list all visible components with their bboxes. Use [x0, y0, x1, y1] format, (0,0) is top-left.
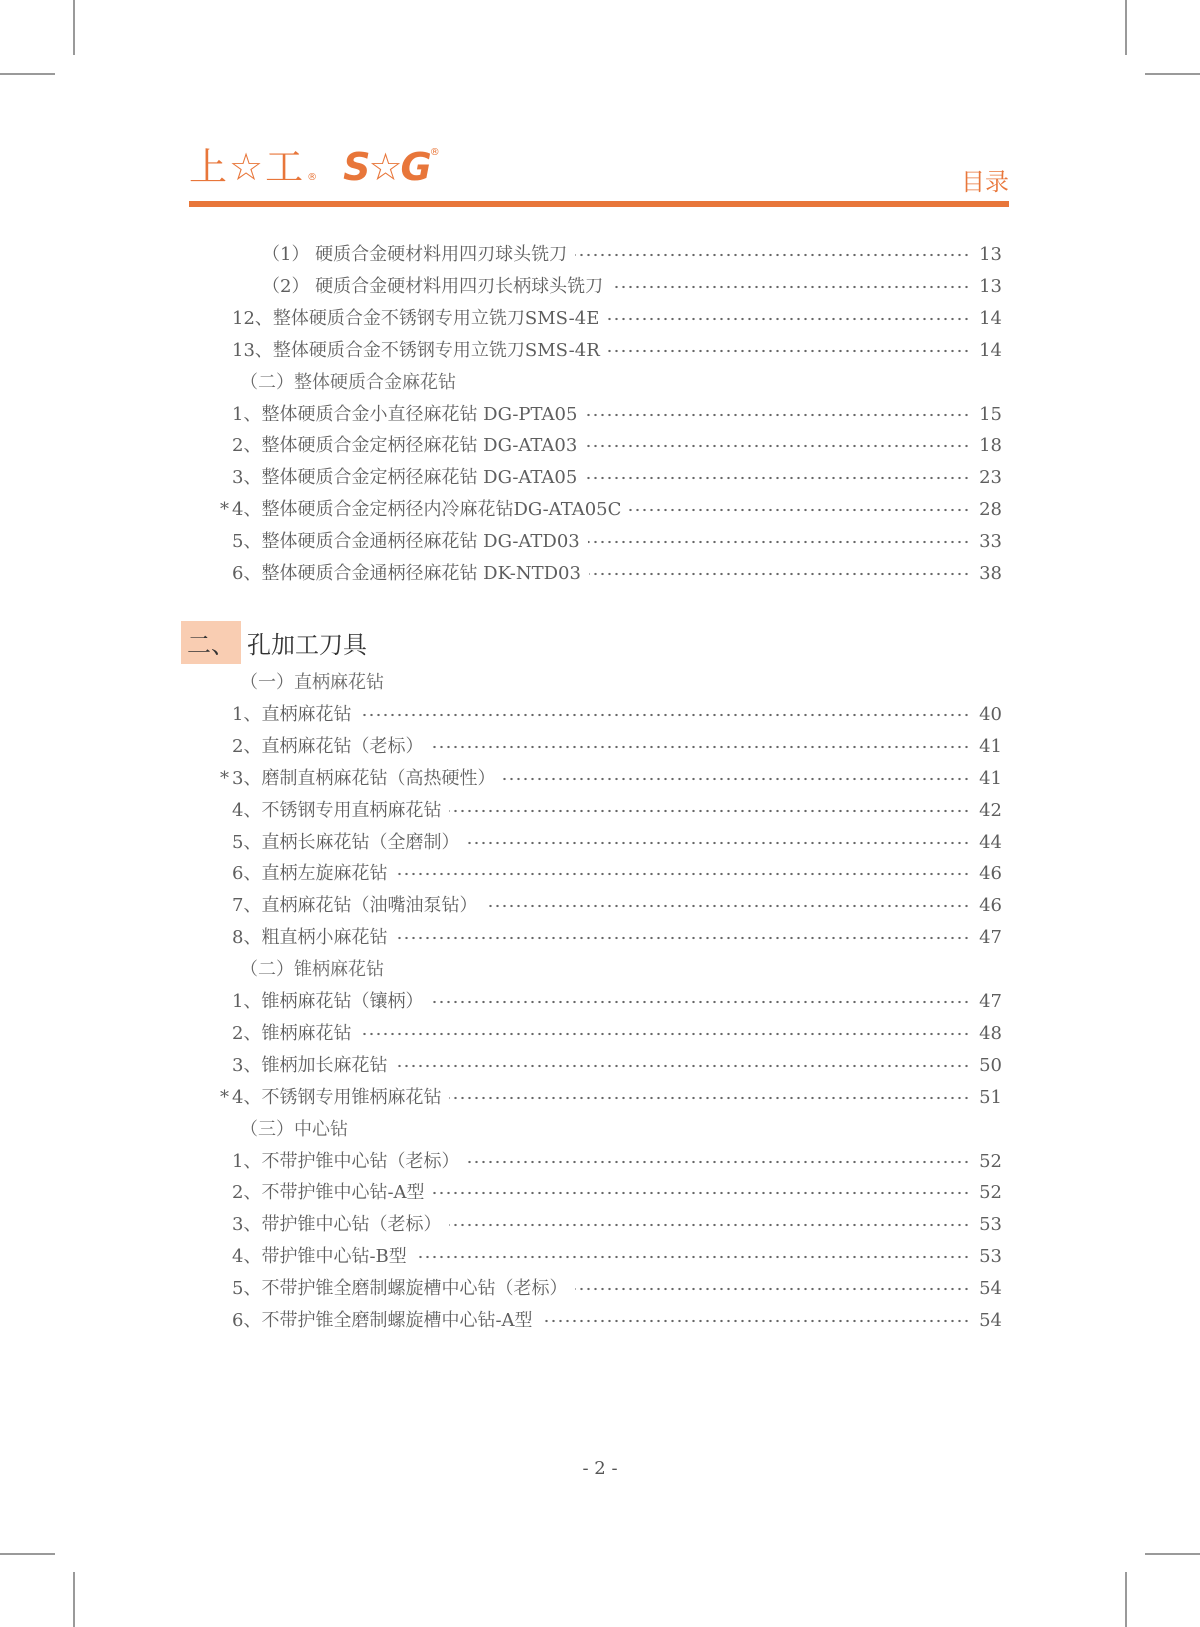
toc-page-number: 40 — [979, 703, 1002, 725]
toc-entry-text: 1、不带护锥中心钻（老标） — [232, 1150, 460, 1172]
toc-entry[interactable] — [0, 336, 1200, 366]
toc-entry-label — [232, 1210, 447, 1240]
toc-entry-label — [232, 1178, 431, 1208]
crop-mark-bottom-right-h — [1145, 1553, 1200, 1555]
toc-entry[interactable] — [0, 764, 1200, 794]
toc-page-number: 44 — [979, 831, 1002, 853]
toc-entry-label — [232, 828, 465, 858]
toc-page-number: 54 — [979, 1310, 1002, 1331]
toc-entry[interactable] — [0, 1210, 1200, 1240]
toc-page-number: 33 — [979, 531, 1002, 553]
toc-page-number: 14 — [979, 307, 1002, 329]
toc-entry-label — [262, 240, 573, 270]
toc-entry-label — [232, 987, 429, 1017]
toc-entry-label — [232, 859, 393, 889]
toc-entry-text: 4、整体硬质合金定柄径内冷麻花钻DG-ATA05C — [232, 499, 622, 521]
toc-page-number: 54 — [979, 1278, 1002, 1300]
toc-entry-text: 3、磨制直柄麻花钻（高热硬性） — [232, 767, 496, 789]
section-number: 二、 — [181, 621, 241, 664]
toc-page-number: 13 — [979, 275, 1002, 297]
toc-entry-text: （三）中心钻 — [240, 1118, 348, 1140]
toc-entry-label — [220, 764, 501, 794]
toc-entry-label — [232, 1051, 393, 1081]
toc-entry[interactable] — [0, 1274, 1200, 1304]
toc-entry[interactable] — [0, 559, 1200, 589]
toc-subheading — [0, 1115, 1200, 1145]
toc-entry-label — [232, 527, 586, 557]
dot-leader — [608, 336, 970, 366]
toc-entry-label — [232, 1306, 539, 1336]
toc-entry-text: （二）整体硬质合金麻花钻 — [240, 371, 456, 393]
toc-entry-text: 5、整体硬质合金通柄径麻花钻 DG-ATD03 — [232, 531, 580, 553]
toc-entry-text: 1、整体硬质合金小直径麻花钻 DG-PTA05 — [232, 403, 578, 425]
dot-leader — [431, 732, 970, 762]
toc-entry-label — [262, 272, 609, 302]
toc-page-number: 13 — [979, 244, 1002, 265]
toc-entry[interactable] — [0, 1083, 1200, 1113]
crop-mark-top-left-v — [73, 0, 75, 55]
toc-entry-text: 4、带护锥中心钻-B型 — [232, 1246, 407, 1268]
toc-entry-label — [232, 796, 447, 826]
crop-mark-bottom-right-v — [1125, 1572, 1127, 1627]
logo-chinese: 上☆工 ® — [189, 145, 318, 189]
toc-entry[interactable] — [0, 732, 1200, 762]
logo-sg: S☆G® — [343, 145, 440, 189]
dot-leader — [485, 891, 970, 921]
toc-page-number: 48 — [979, 1022, 1002, 1044]
toc-entry-text: 3、整体硬质合金定柄径麻花钻 DG-ATA05 — [232, 467, 578, 489]
dot-leader — [541, 1306, 970, 1336]
page-number: - 2 - — [582, 1458, 618, 1479]
new-item-marker: * — [220, 499, 229, 521]
dot-leader — [585, 431, 970, 461]
toc-entry-text: （二）锥柄麻花钻 — [240, 959, 384, 981]
toc-entry-text: 4、不锈钢专用直柄麻花钻 — [232, 799, 442, 821]
dot-leader — [611, 272, 970, 302]
toc-entry-label — [232, 1147, 465, 1177]
toc-page-number: 47 — [979, 927, 1002, 949]
crop-mark-top-right-h — [1145, 73, 1200, 75]
toc-page-number: 50 — [979, 1054, 1002, 1076]
dot-leader — [415, 1242, 970, 1272]
toc-page-number: 53 — [979, 1246, 1002, 1268]
toc-entry-text: （1） 硬质合金硬材料用四刃球头铣刀 — [262, 244, 568, 265]
toc-entry[interactable] — [0, 1178, 1200, 1208]
toc-page-number: 38 — [979, 563, 1002, 584]
toc-page-number: 15 — [979, 403, 1002, 425]
toc-page-number: 52 — [979, 1150, 1002, 1172]
dot-leader — [467, 1147, 970, 1177]
toc-entry-label — [232, 891, 483, 921]
toc-subheading — [0, 668, 1200, 698]
brand-logo — [189, 145, 440, 189]
toc-entry-label — [232, 400, 583, 430]
toc-entry[interactable] — [0, 700, 1200, 730]
dot-leader — [449, 1083, 970, 1113]
new-item-marker: * — [220, 767, 229, 789]
toc-entry-text: 1、锥柄麻花钻（镶柄） — [232, 991, 424, 1012]
toc-entry[interactable] — [0, 431, 1200, 461]
dot-leader — [449, 796, 970, 826]
toc-entry-text: 3、带护锥中心钻（老标） — [232, 1214, 442, 1236]
toc-entry-text: 8、粗直柄小麻花钻 — [232, 927, 388, 949]
toc-entry-label — [232, 304, 605, 334]
page-title: 目录 — [961, 168, 1009, 196]
toc-entry-label — [232, 1242, 413, 1272]
dot-leader — [575, 1274, 970, 1304]
toc-entry-label — [232, 700, 357, 730]
toc-entry-label — [240, 1115, 354, 1145]
new-item-marker: * — [220, 1086, 229, 1108]
toc-page-number: 23 — [979, 467, 1002, 489]
toc-entry-text: 3、锥柄加长麻花钻 — [232, 1054, 388, 1076]
toc-entry[interactable] — [0, 1019, 1200, 1049]
toc-entry[interactable] — [0, 923, 1200, 953]
toc-entry[interactable] — [0, 463, 1200, 493]
dot-leader — [433, 1178, 970, 1208]
dot-leader — [575, 240, 970, 270]
crop-mark-bottom-left-v — [73, 1572, 75, 1627]
toc-entry-text: 6、不带护锥全磨制螺旋槽中心钻-A型 — [232, 1310, 533, 1331]
toc-entry-text: 12、整体硬质合金不锈钢专用立铣刀SMS-4E — [232, 307, 600, 329]
dot-leader — [359, 1019, 970, 1049]
dot-leader — [588, 527, 970, 557]
toc-page-number: 42 — [979, 799, 1002, 821]
toc-entry-text: 7、直柄麻花钻（油嘴油泵钻） — [232, 895, 478, 917]
toc-subheading — [0, 368, 1200, 398]
toc-page-number: 46 — [979, 895, 1002, 917]
toc-entry-label — [220, 495, 627, 525]
toc-entry-text: 6、整体硬质合金通柄径麻花钻 DK-NTD03 — [232, 563, 581, 584]
toc-entry[interactable] — [0, 1051, 1200, 1081]
toc-entry-label — [232, 923, 393, 953]
toc-entry-text: （2） 硬质合金硬材料用四刃长柄球头铣刀 — [262, 275, 604, 297]
dot-leader — [585, 463, 970, 493]
dot-leader — [629, 495, 970, 525]
toc-entry[interactable] — [0, 495, 1200, 525]
crop-mark-bottom-left-h — [0, 1553, 55, 1555]
toc-entry-text: 2、不带护锥中心钻-A型 — [232, 1182, 425, 1204]
toc-page-number: 53 — [979, 1214, 1002, 1236]
toc-entry-text: 2、锥柄麻花钻 — [232, 1022, 352, 1044]
toc-entry-text: 6、直柄左旋麻花钻 — [232, 863, 388, 885]
toc-page-number: 47 — [979, 991, 1002, 1012]
dot-leader — [467, 828, 970, 858]
toc-entry[interactable] — [0, 796, 1200, 826]
toc-entry-text: 2、直柄麻花钻（老标） — [232, 735, 424, 757]
toc-page-number: 46 — [979, 863, 1002, 885]
toc-entry-label — [232, 559, 587, 589]
dot-leader — [589, 559, 970, 589]
toc-entry[interactable] — [0, 400, 1200, 430]
toc-entry-text: （一）直柄麻花钻 — [240, 672, 384, 693]
toc-entry-label — [240, 668, 390, 698]
crop-mark-top-right-v — [1125, 0, 1127, 55]
toc-entry-text: 5、直柄长麻花钻（全磨制） — [232, 831, 460, 853]
toc-entry[interactable] — [0, 1306, 1200, 1336]
toc-entry-label — [232, 1274, 573, 1304]
dot-leader — [395, 859, 970, 889]
toc-entry-label — [240, 955, 390, 985]
toc-subheading — [0, 955, 1200, 985]
dot-leader — [395, 1051, 970, 1081]
toc-entry-label — [232, 732, 429, 762]
section-title: 孔加工刀具 — [247, 630, 367, 659]
toc-entry[interactable] — [0, 987, 1200, 1017]
dot-leader — [503, 764, 970, 794]
toc-page-number: 41 — [979, 735, 1002, 757]
toc-entry[interactable] — [0, 527, 1200, 557]
toc-page-number: 28 — [979, 499, 1002, 521]
crop-mark-top-left-h — [0, 73, 55, 75]
toc-entry-label — [232, 336, 606, 366]
toc-entry-text: 1、直柄麻花钻 — [232, 703, 352, 725]
toc-entry[interactable] — [0, 1147, 1200, 1177]
toc-entry[interactable] — [0, 304, 1200, 334]
dot-leader — [395, 923, 970, 953]
dot-leader — [449, 1210, 970, 1240]
dot-leader — [431, 987, 970, 1017]
toc-entry-label — [232, 431, 583, 461]
dot-leader — [585, 400, 970, 430]
section-heading — [181, 620, 367, 664]
dot-leader — [607, 304, 970, 334]
toc-entry-label — [232, 1019, 357, 1049]
toc-entry[interactable] — [0, 828, 1200, 858]
header-divider — [189, 201, 1009, 207]
toc-entry-text: 5、不带护锥全磨制螺旋槽中心钻（老标） — [232, 1278, 568, 1300]
page-header — [189, 145, 1009, 208]
toc-entry-label — [220, 1083, 447, 1113]
toc-entry-label — [232, 463, 583, 493]
toc-entry[interactable] — [0, 1242, 1200, 1272]
toc-page-number: 18 — [979, 435, 1002, 457]
toc-entry-text: 2、整体硬质合金定柄径麻花钻 DG-ATA03 — [232, 435, 578, 457]
toc-entry[interactable] — [0, 272, 1200, 302]
toc-entry-text: 4、不锈钢专用锥柄麻花钻 — [232, 1086, 442, 1108]
toc-entry-text: 13、整体硬质合金不锈钢专用立铣刀SMS-4R — [232, 339, 600, 361]
toc-entry[interactable] — [0, 240, 1200, 270]
toc-entry[interactable] — [0, 859, 1200, 889]
toc-entry-label — [240, 368, 462, 398]
toc-page-number: 52 — [979, 1182, 1002, 1204]
dot-leader — [359, 700, 970, 730]
toc-page-number: 14 — [979, 339, 1002, 361]
toc-page-number: 41 — [979, 767, 1002, 789]
toc-page-number: 51 — [979, 1086, 1002, 1108]
toc-entry[interactable] — [0, 891, 1200, 921]
